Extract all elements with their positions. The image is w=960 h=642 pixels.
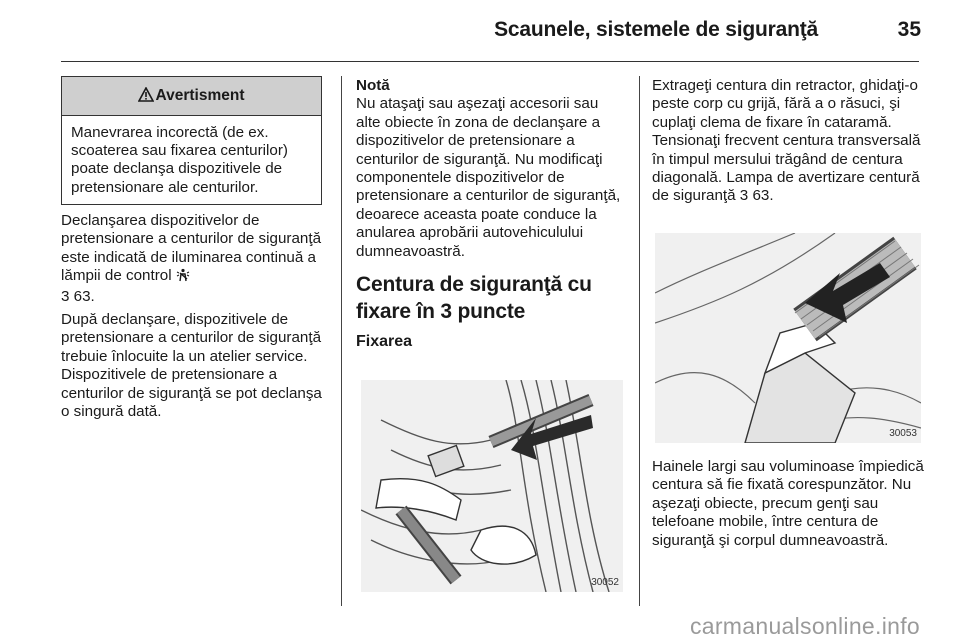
figure-number: 30053 (889, 428, 917, 439)
note-body: Nu ataşaţi sau aşezaţi accesorii sau alte obiecte în zona de declanşare a dispozitivelor de pretensionare a centurilor de siguranţă. Nu modificaţi componentele dispozitivelor de pretensionare a centurilor de siguranţă, deoarece aceasta poate conduce la anularea aprobării autovehiculului dumneavoastră. (356, 95, 621, 260)
seatbelt-pretensioner-icon (176, 268, 190, 287)
fastening-illustration (361, 380, 623, 592)
column-3 (652, 77, 927, 211)
warning-box (61, 76, 322, 205)
subsection-heading: Fixarea (356, 333, 413, 351)
warning-header (62, 77, 321, 116)
replacement-paragraph: După declanşare, dispozitivele de pretensionare a centurilor de siguranţă trebuie înlocuite la un atelier service. Dispozitivele de pretensionare a centurilor de siguranţă se pot declanşa o singură dată. (61, 311, 322, 421)
figure-number: 30052 (591, 577, 619, 588)
warning-triangle-icon (138, 87, 154, 106)
column-divider-1 (341, 76, 342, 606)
header-divider (61, 61, 919, 62)
note-label: Notă (356, 77, 390, 94)
page-number: 35 (897, 18, 921, 41)
warning-body: Manevrarea incorectă (de ex. scoaterea sau fixarea centurilor) poate declanşa dispozitivele de pretensionare ale centurilor. (71, 124, 288, 196)
column-1 (61, 212, 329, 426)
warning-title: Avertisment (155, 87, 245, 104)
clothing-paragraph: Hainele largi sau voluminoase împiedică centura să fie fixată corespunzător. Nu aşezaţi obiecte, precum genţi sau telefoane mobile, între centura de siguranţă şi corpul dumneavoastră. (652, 458, 924, 549)
column-2 (356, 77, 626, 351)
section-heading: Centura de siguranţă cu fixare în 3 puncte (356, 273, 592, 324)
buckle-illustration (655, 233, 921, 443)
watermark: carmanualsonline.info (689, 613, 920, 639)
instruction-paragraph: Extrageţi centura din retractor, ghidaţi-o peste corp cu grijă, fără a o răsuci, şi cuplaţi clema de fixare în cataramă. Tensionaţi frecvent centura transversală în timpul mersului trăgând de centura diagonală. Lampa de avertizare centură de siguranţă 3 63. (652, 77, 921, 205)
pretensioner-paragraph: Declanşarea dispozitivelor de pretensionare a centurilor de siguranţă este indicată de iluminarea continuă a lămpii de control 3 63. (61, 212, 322, 305)
page-reference: 3 63. (61, 287, 95, 305)
column-divider-2 (639, 76, 640, 606)
section-title: Scaunele, sistemele de siguranţă (494, 18, 818, 41)
